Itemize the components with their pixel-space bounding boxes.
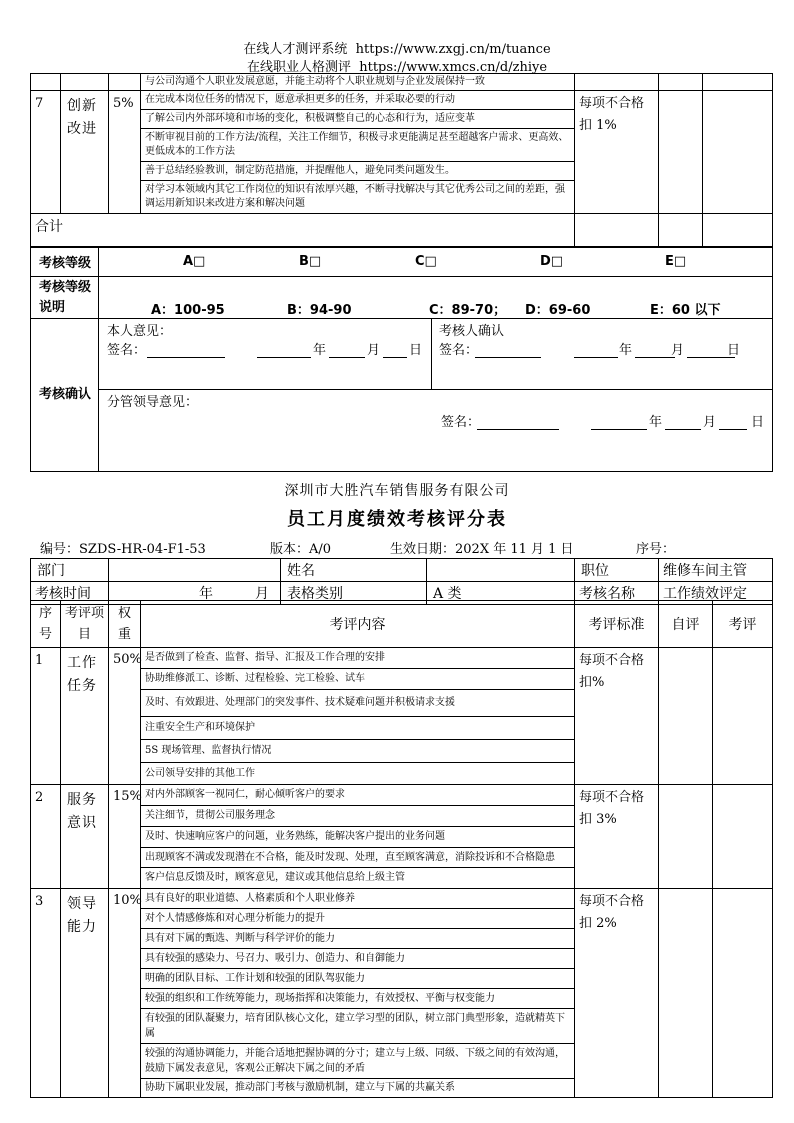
self-year-field[interactable] [257, 343, 311, 358]
leader-opinion-label: 分管领导意见： [107, 395, 199, 410]
reviewer-year-label: 年 [619, 343, 633, 358]
list-item: 协助维修派工、诊断、过程检验、完工检验、试车 [141, 669, 574, 690]
row-self-score[interactable] [659, 889, 713, 1098]
row-standard: 每项不合格扣 2% [575, 889, 659, 1098]
list-item: 较强的沟通协调能力，并能合适地把握协调的分寸；建立与上级、同级、下级之间的有效沟通，鼓励下属发表意见，客观公正解决下属之间的矛盾 [141, 1044, 574, 1079]
top-eval-table [30, 73, 773, 248]
row-self-score[interactable] [659, 648, 713, 785]
row-project: 工作任务 [61, 648, 109, 785]
row-items [141, 889, 575, 1098]
form-type-value: A 类 [427, 582, 575, 605]
list-item: 5S 现场管理、监督执行情况 [141, 740, 574, 763]
row-7-item: 对学习本领域内其它工作岗位的知识有浓厚兴趣，不断寻找解决与其它优秀公司之间的差距，强调运用新知识来改进方案和解决问题 [145, 184, 565, 209]
form-effective-date: 生效日期：202X 年 11 月 1 日 [390, 542, 574, 557]
time-year-label: 年 [199, 586, 213, 602]
grade-desc-d: D：69-60 [525, 303, 591, 318]
self-year-label: 年 [313, 343, 327, 358]
grade-desc-e: E：60 以下 [650, 303, 721, 318]
self-opinion-label: 本人意见： [107, 324, 173, 339]
leader-month-label: 月 [703, 415, 717, 430]
col-standard: 考评标准 [575, 601, 659, 648]
list-item: 协助下属职业发展，推动部门考核与激励机制，建立与下属的共赢关系 [145, 1082, 455, 1093]
reviewer-day-label: 日 [727, 343, 741, 358]
row-7-item: 在完成本岗位任务的情况下，愿意承担更多的任务，并采取必要的行动 [141, 91, 574, 110]
self-month-field[interactable] [329, 343, 365, 358]
reviewer-month-label: 月 [671, 343, 685, 358]
list-item: 及时、有效跟进、处理部门的突发事件、技术疑难问题并积极请求支援 [141, 690, 574, 717]
dept-label: 部门 [31, 559, 109, 582]
row-7-item: 了解公司内外部环境和市场的变化，积极调整自己的心态和行为，适应变革 [141, 110, 574, 129]
row-items [141, 785, 575, 889]
grade-desc-c: C：89-70； [429, 303, 507, 318]
leader-day-field[interactable] [719, 415, 747, 430]
list-item: 明确的团队目标、工作计划和较强的团队驾驭能力 [141, 969, 574, 989]
col-no: 序号 [31, 601, 61, 648]
col-content: 考评内容 [141, 601, 575, 648]
total-label: 合计 [31, 214, 575, 248]
position-value: 维修车间主管 [659, 559, 773, 582]
leader-day-label: 日 [751, 415, 765, 430]
table-row [31, 785, 773, 889]
list-item: 是否做到了检查、监督、指导、汇报及工作合理的安排 [141, 648, 574, 669]
col-self: 自评 [659, 601, 713, 648]
header-url-2[interactable]: https://www.xmcs.cn/d/zhiye [359, 60, 548, 75]
col-project: 考评项目 [61, 601, 109, 648]
list-item: 较强的组织和工作统筹能力，现场指挥和决策能力，有效授权、平衡与权变能力 [141, 989, 574, 1009]
leader-month-field[interactable] [665, 415, 701, 430]
grade-table [30, 246, 773, 472]
form-serial: 序号： [636, 542, 676, 557]
grade-desc-a: A：100-95 [151, 303, 225, 318]
row-project: 服务意识 [61, 785, 109, 889]
row-7-item: 不断审视目前的工作方法/流程，关注工作细节，积极寻求更能满足甚至超越客户需求、更高效、更低成本的工作方法 [141, 129, 574, 162]
leader-year-label: 年 [649, 415, 663, 430]
total-review-score[interactable] [703, 214, 773, 248]
row-weight: 10% [109, 889, 141, 1098]
leader-sign-label: 签名： [441, 415, 481, 430]
row-weight: 50% [109, 648, 141, 785]
self-day-label: 日 [409, 343, 423, 358]
table-row [31, 648, 773, 785]
list-item: 注重安全生产和环境保护 [141, 717, 574, 740]
confirm-label: 考核确认 [31, 319, 99, 472]
header-label-1: 在线人才测评系统 [243, 42, 348, 57]
list-item: 具有较强的感染力、号召力、吸引力、创造力、和自御能力 [141, 949, 574, 969]
row-project: 领导能力 [61, 889, 109, 1098]
table-row [31, 889, 773, 1098]
total-self-score[interactable] [659, 214, 703, 248]
row-7-weight: 5% [109, 91, 141, 214]
dept-value[interactable] [109, 559, 281, 582]
header-url-1[interactable]: https://www.zxgj.cn/m/tuance [355, 42, 551, 57]
self-sign-label: 签名： [107, 343, 147, 358]
form-type-label: 表格类别 [281, 582, 427, 605]
col-weight: 权重 [109, 601, 141, 648]
form-version: 版本：A/0 [270, 542, 332, 557]
grade-e-checkbox[interactable]: E□ [665, 254, 687, 269]
row-7-no: 7 [31, 91, 61, 214]
row-items [141, 648, 575, 785]
row-no: 1 [31, 648, 61, 785]
grade-a-checkbox[interactable]: A□ [183, 254, 206, 269]
grade-b-checkbox[interactable]: B□ [299, 254, 322, 269]
col-review: 考评 [713, 601, 773, 648]
continued-item: 与公司沟通个人职业发展意愿，并能主动将个人职业规划与企业发展保持一致 [145, 76, 485, 87]
reviewer-sign-field[interactable] [475, 343, 541, 358]
row-7-self-score[interactable] [659, 91, 703, 214]
reviewer-sign-label: 签名： [439, 343, 479, 358]
row-standard: 每项不合格扣 3% [575, 785, 659, 889]
eval-name-label: 考核名称 [575, 582, 659, 605]
scoring-table [30, 600, 773, 1098]
form-title: 员工月度绩效考核评分表 [287, 509, 507, 530]
row-standard: 每项不合格扣% [575, 648, 659, 785]
reviewer-month-field[interactable] [635, 343, 675, 358]
self-month-label: 月 [367, 343, 381, 358]
row-7-review-score[interactable] [703, 91, 773, 214]
list-item: 有较强的团队凝聚力，培育团队核心文化，建立学习型的团队，树立部门典型形象，造就精英下属 [141, 1009, 574, 1044]
list-item: 出现顾客不满或发现潜在不合格，能及时发现、处理，直至顾客满意，消除投诉和不合格隐患 [141, 848, 574, 868]
list-item: 关注细节，贯彻公司服务理念 [141, 806, 574, 827]
grade-c-checkbox[interactable]: C□ [415, 254, 437, 269]
row-review-score[interactable] [713, 648, 773, 785]
grade-d-checkbox[interactable]: D□ [540, 254, 564, 269]
grade-desc-label: 考核等级说明 [31, 277, 99, 319]
reviewer-year-field[interactable] [574, 343, 618, 358]
list-item: 公司领导安排的其他工作 [145, 768, 255, 779]
row-review-score[interactable] [713, 785, 773, 889]
name-label: 姓名 [281, 559, 427, 582]
list-item: 客户信息反馈及时，顾客意见，建议或其他信息给上级主管 [145, 872, 405, 883]
row-weight: 15% [109, 785, 141, 889]
row-review-score[interactable] [713, 889, 773, 1098]
row-7-items [141, 91, 575, 214]
time-label: 考核时间 [31, 582, 109, 605]
grade-desc-b: B：94-90 [287, 303, 352, 318]
reviewer-confirm-label: 考核人确认 [439, 324, 505, 339]
list-item: 具有良好的职业道德、人格素质和个人职业修养 [141, 889, 574, 909]
leader-year-field[interactable] [591, 415, 647, 430]
row-7-standard: 每项不合格扣 1% [575, 91, 659, 214]
header-label-2: 在线职业人格测评 [246, 60, 351, 75]
row-no: 3 [31, 889, 61, 1098]
row-no: 2 [31, 785, 61, 889]
form-code: 编号：SZDS-HR-04-F1-53 [40, 542, 206, 557]
row-self-score[interactable] [659, 785, 713, 889]
position-label: 职位 [575, 559, 659, 582]
row-7-item: 善于总结经验教训，制定防范措施，并提醒他人，避免同类问题发生。 [141, 162, 574, 181]
eval-name-value: 工作绩效评定 [659, 582, 773, 605]
name-value[interactable] [427, 559, 575, 582]
list-item: 具有对下属的甄选、判断与科学评价的能力 [141, 929, 574, 949]
self-sign-field[interactable] [147, 343, 225, 358]
list-item: 对内外部顾客一视同仁，耐心倾听客户的要求 [141, 785, 574, 806]
list-item: 及时、快速响应客户的问题，业务熟练，能解决客户提出的业务问题 [141, 827, 574, 848]
list-item: 对个人情感修炼和对心理分析能力的提升 [141, 909, 574, 929]
time-month-label: 月 [255, 586, 269, 602]
grade-label: 考核等级 [31, 247, 99, 277]
company-name: 深圳市大胜汽车销售服务有限公司 [284, 483, 510, 499]
info-table [30, 558, 773, 605]
header-line-1 [0, 38, 794, 57]
leader-sign-field[interactable] [477, 415, 559, 430]
self-day-field[interactable] [383, 343, 407, 358]
row-7-project: 创新改进 [61, 91, 109, 214]
